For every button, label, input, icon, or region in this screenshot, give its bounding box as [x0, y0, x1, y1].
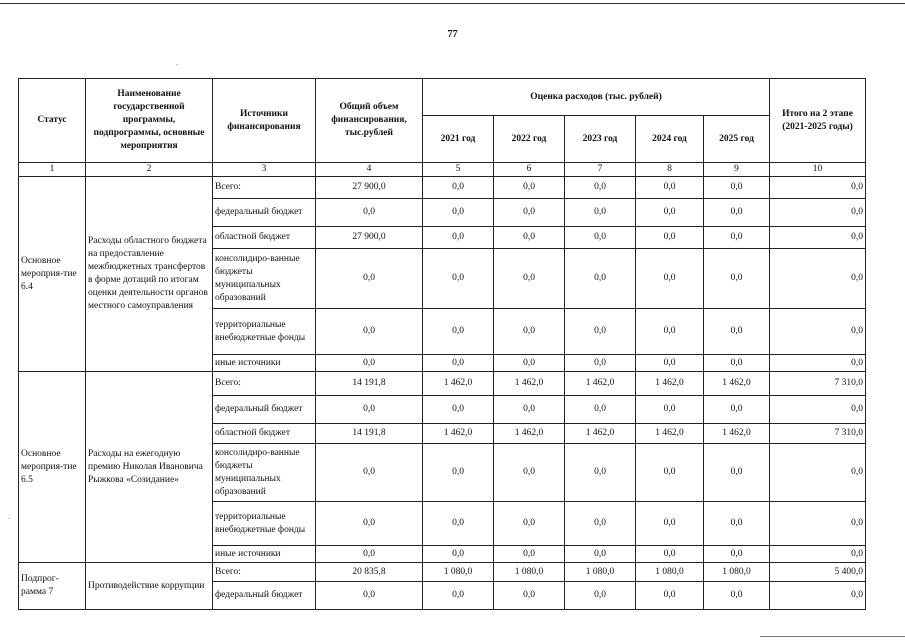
total-cell: 0,0: [316, 249, 423, 309]
year-2022-cell: 0,0: [494, 502, 565, 546]
header-status: Статус: [19, 79, 86, 163]
table-row: [19, 372, 866, 396]
program-name-cell: Расходы на ежегодную премию Николая Ивановича Рыжкова «Созидание»: [86, 372, 213, 563]
program-name-cell: Противодействие коррупции: [86, 563, 213, 610]
year-2023-cell: 0,0: [565, 199, 636, 227]
source-cell: консолидиро-ванные бюджеты муниципальных образований: [213, 249, 316, 309]
source-cell: Всего:: [213, 372, 316, 396]
year-2025-cell: 0,0: [704, 227, 770, 249]
status-cell: Подпрог-рамма 7: [19, 563, 86, 610]
total-cell: 20 835,8: [316, 563, 423, 582]
year-2024-cell: 0,0: [636, 199, 704, 227]
header-total: Общий объем финансирования, тыс.рублей: [316, 79, 423, 163]
year-2022-cell: 0,0: [494, 199, 565, 227]
year-2025-cell: 0,0: [704, 309, 770, 355]
stage-total-cell: 0,0: [770, 249, 866, 309]
column-number: 1: [19, 163, 86, 177]
year-2025-cell: 1 462,0: [704, 424, 770, 444]
year-2021-cell: 0,0: [423, 249, 494, 309]
total-cell: 0,0: [316, 582, 423, 610]
stage-total-cell: 7 310,0: [770, 424, 866, 444]
year-2023-cell: 1 462,0: [565, 372, 636, 396]
year-2021-cell: 0,0: [423, 227, 494, 249]
top-rule: [0, 3, 905, 4]
year-2025-cell: 0,0: [704, 249, 770, 309]
year-2021-cell: 0,0: [423, 444, 494, 502]
year-2025-cell: 0,0: [704, 396, 770, 424]
year-2023-cell: 0,0: [565, 502, 636, 546]
total-cell: 0,0: [316, 546, 423, 563]
scan-speck: .: [8, 512, 10, 521]
stage-total-cell: 0,0: [770, 396, 866, 424]
year-2022-cell: 1 462,0: [494, 424, 565, 444]
year-2025-cell: 0,0: [704, 355, 770, 372]
stage-total-cell: 0,0: [770, 227, 866, 249]
total-cell: 14 191,8: [316, 372, 423, 396]
year-2024-cell: 1 080,0: [636, 563, 704, 582]
year-2021-cell: 0,0: [423, 199, 494, 227]
source-cell: федеральный бюджет: [213, 396, 316, 424]
stage-total-cell: 0,0: [770, 177, 866, 199]
source-cell: консолидиро-ванные бюджеты муниципальных образований: [213, 444, 316, 502]
status-cell: Основное мероприя-тие 6.5: [19, 372, 86, 563]
year-2024-cell: 0,0: [636, 444, 704, 502]
total-cell: 0,0: [316, 396, 423, 424]
year-2024-cell: 0,0: [636, 396, 704, 424]
year-2025-cell: 0,0: [704, 546, 770, 563]
stage-total-cell: 0,0: [770, 582, 866, 610]
scan-speck: .: [176, 58, 178, 67]
program-name-cell: Расходы областного бюджета на предоставление межбюджетных трансфертов в форме дотаций по итогам оценки деятельности органов местного самоуправления: [86, 177, 213, 372]
stage-total-cell: 7 310,0: [770, 372, 866, 396]
column-number-row: [19, 163, 866, 177]
header-year: 2025 год: [704, 116, 770, 163]
year-2022-cell: 0,0: [494, 355, 565, 372]
stage-total-cell: 0,0: [770, 444, 866, 502]
stage-total-cell: 0,0: [770, 502, 866, 546]
table-row: [19, 563, 866, 582]
year-2021-cell: 1 080,0: [423, 563, 494, 582]
stage-total-cell: 0,0: [770, 355, 866, 372]
year-2024-cell: 0,0: [636, 546, 704, 563]
source-cell: территориальные внебюджетные фонды: [213, 309, 316, 355]
year-2024-cell: 1 462,0: [636, 424, 704, 444]
total-cell: 0,0: [316, 309, 423, 355]
source-cell: территориальные внебюджетные фонды: [213, 502, 316, 546]
year-2022-cell: 0,0: [494, 444, 565, 502]
year-2024-cell: 0,0: [636, 309, 704, 355]
year-2023-cell: 0,0: [565, 444, 636, 502]
header-sources: Источники финансирования: [213, 79, 316, 163]
bottom-rule: [760, 636, 905, 637]
year-2024-cell: 0,0: [636, 502, 704, 546]
total-cell: 0,0: [316, 355, 423, 372]
source-cell: Всего:: [213, 177, 316, 199]
year-2021-cell: 0,0: [423, 355, 494, 372]
stage-total-cell: 5 400,0: [770, 563, 866, 582]
year-2025-cell: 0,0: [704, 444, 770, 502]
year-2025-cell: 0,0: [704, 582, 770, 610]
year-2025-cell: 1 462,0: [704, 372, 770, 396]
year-2022-cell: 0,0: [494, 249, 565, 309]
year-2022-cell: 0,0: [494, 582, 565, 610]
year-2025-cell: 0,0: [704, 199, 770, 227]
year-2022-cell: 0,0: [494, 227, 565, 249]
status-cell: Основное мероприя-тие 6.4: [19, 177, 86, 372]
source-cell: федеральный бюджет: [213, 199, 316, 227]
table-row: [19, 177, 866, 199]
year-2023-cell: 0,0: [565, 177, 636, 199]
stage-total-cell: 0,0: [770, 309, 866, 355]
total-cell: 27 900,0: [316, 227, 423, 249]
year-2022-cell: 0,0: [494, 177, 565, 199]
column-number: 4: [316, 163, 423, 177]
year-2025-cell: 0,0: [704, 502, 770, 546]
year-2023-cell: 0,0: [565, 227, 636, 249]
year-2024-cell: 1 462,0: [636, 372, 704, 396]
budget-table: [18, 78, 866, 610]
total-cell: 27 900,0: [316, 177, 423, 199]
year-2022-cell: 1 080,0: [494, 563, 565, 582]
year-2021-cell: 0,0: [423, 309, 494, 355]
column-number: 6: [494, 163, 565, 177]
year-2023-cell: 0,0: [565, 546, 636, 563]
year-2021-cell: 1 462,0: [423, 372, 494, 396]
column-number: 10: [770, 163, 866, 177]
header-program-name: Наименование государственной программы, подпрограммы, основные мероприятия: [86, 79, 213, 163]
column-number: 2: [86, 163, 213, 177]
year-2023-cell: 0,0: [565, 582, 636, 610]
year-2024-cell: 0,0: [636, 177, 704, 199]
year-2023-cell: 0,0: [565, 355, 636, 372]
year-2021-cell: 0,0: [423, 177, 494, 199]
header-year: 2021 год: [423, 116, 494, 163]
year-2024-cell: 0,0: [636, 227, 704, 249]
year-2023-cell: 0,0: [565, 396, 636, 424]
year-2023-cell: 1 080,0: [565, 563, 636, 582]
column-number: 5: [423, 163, 494, 177]
source-cell: областной бюджет: [213, 227, 316, 249]
year-2022-cell: 0,0: [494, 396, 565, 424]
column-number: 3: [213, 163, 316, 177]
year-2025-cell: 1 080,0: [704, 563, 770, 582]
header-year: 2022 год: [494, 116, 565, 163]
source-cell: иные источники: [213, 355, 316, 372]
stage-total-cell: 0,0: [770, 546, 866, 563]
header-estimate: Оценка расходов (тыс. рублей): [423, 79, 770, 116]
header-year: 2024 год: [636, 116, 704, 163]
year-2021-cell: 0,0: [423, 546, 494, 563]
year-2024-cell: 0,0: [636, 582, 704, 610]
source-cell: федеральный бюджет: [213, 582, 316, 610]
year-2022-cell: 1 462,0: [494, 372, 565, 396]
page-number: 77: [447, 29, 458, 40]
header-row: [19, 79, 866, 116]
source-cell: иные источники: [213, 546, 316, 563]
year-2021-cell: 1 462,0: [423, 424, 494, 444]
source-cell: Всего:: [213, 563, 316, 582]
year-2023-cell: 1 462,0: [565, 424, 636, 444]
source-cell: областной бюджет: [213, 424, 316, 444]
total-cell: 0,0: [316, 502, 423, 546]
column-number: 8: [636, 163, 704, 177]
year-2021-cell: 0,0: [423, 582, 494, 610]
year-2025-cell: 0,0: [704, 177, 770, 199]
year-2021-cell: 0,0: [423, 502, 494, 546]
column-number: 9: [704, 163, 770, 177]
year-2021-cell: 0,0: [423, 396, 494, 424]
year-2023-cell: 0,0: [565, 309, 636, 355]
year-2022-cell: 0,0: [494, 309, 565, 355]
column-number: 7: [565, 163, 636, 177]
year-2024-cell: 0,0: [636, 249, 704, 309]
total-cell: 0,0: [316, 199, 423, 227]
header-year: 2023 год: [565, 116, 636, 163]
stage-total-cell: 0,0: [770, 199, 866, 227]
year-2022-cell: 0,0: [494, 546, 565, 563]
total-cell: 0,0: [316, 444, 423, 502]
year-2024-cell: 0,0: [636, 355, 704, 372]
header-stage-total: Итого на 2 этапе (2021-2025 годы): [770, 79, 866, 163]
total-cell: 14 191,8: [316, 424, 423, 444]
year-2023-cell: 0,0: [565, 249, 636, 309]
